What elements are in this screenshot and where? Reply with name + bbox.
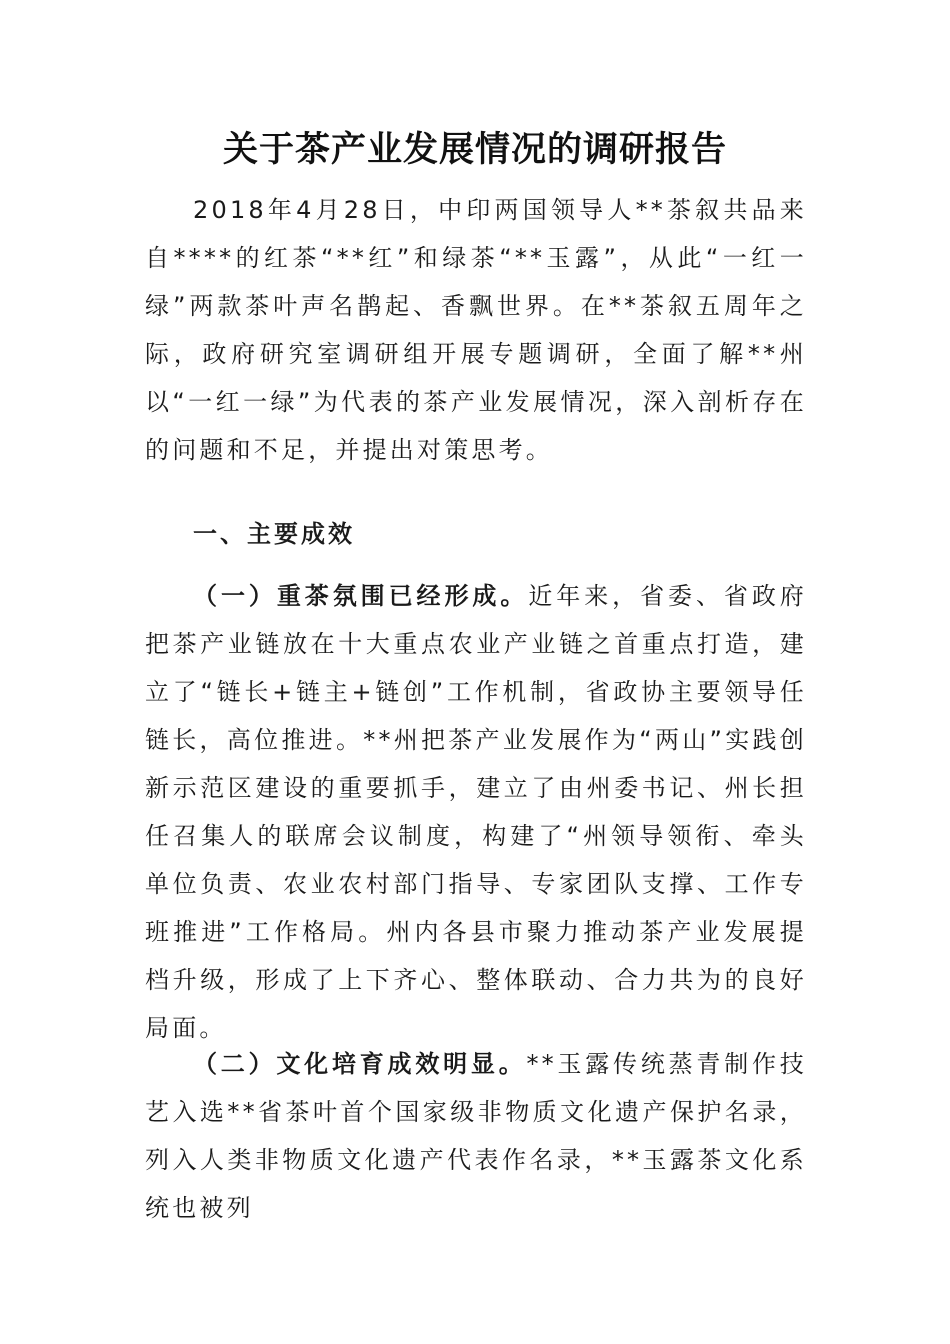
- page-title: 关于茶产业发展情况的调研报告: [222, 129, 727, 170]
- intro-paragraph: 2018年4月28日，中印两国领导人**茶叙共品来自****的红茶“**红”和绿茶“**玉露”，从此“一红一绿”两款茶叶声名鹊起、香飘世界。在**茶叙五周年之际，政府研究室调研组开展专题调研，全面了解**州以“一红一绿”为代表的茶产业发展情况，深入剖析存在的问题和不足，并提出对策思考。: [145, 196, 807, 464]
- section-heading-text: 一、主要成效: [193, 520, 355, 548]
- item-two-lead: （二）文化培育成效明显。: [193, 1050, 527, 1078]
- item-one-lead: （一）重茶氛围已经形成。: [193, 582, 529, 610]
- item-one-block: [145, 572, 807, 1052]
- item-one-paragraph: [145, 572, 807, 1052]
- item-one-text: 近年来，省委、省政府把茶产业链放在十大重点农业产业链之首重点打造，建立了“链长+链主+链创”工作机制，省政协主要领导任链长，高位推进。**州把茶产业发展作为“两山”实践创新示范区建设的重要抓手，建立了由州委书记、州长担任召集人的联席会议制度，构建了“州领导领衔、牵头单位负责、农业农村部门指导、专家团队支撑、工作专班推进”工作格局。州内各县市聚力推动茶产业发展提档升级，形成了上下齐心、整体联动、合力共为的良好局面。: [145, 582, 807, 1042]
- item-two-paragraph: [145, 1040, 807, 1232]
- intro-block: [145, 186, 807, 474]
- section-heading: [145, 510, 807, 558]
- item-two-block: [145, 1040, 807, 1232]
- item-two-text: **玉露传统蒸青制作技艺入选**省茶叶首个国家级非物质文化遗产保护名录，列入人类非物质文化遗产代表作名录，**玉露茶文化系统也被列: [145, 1050, 807, 1222]
